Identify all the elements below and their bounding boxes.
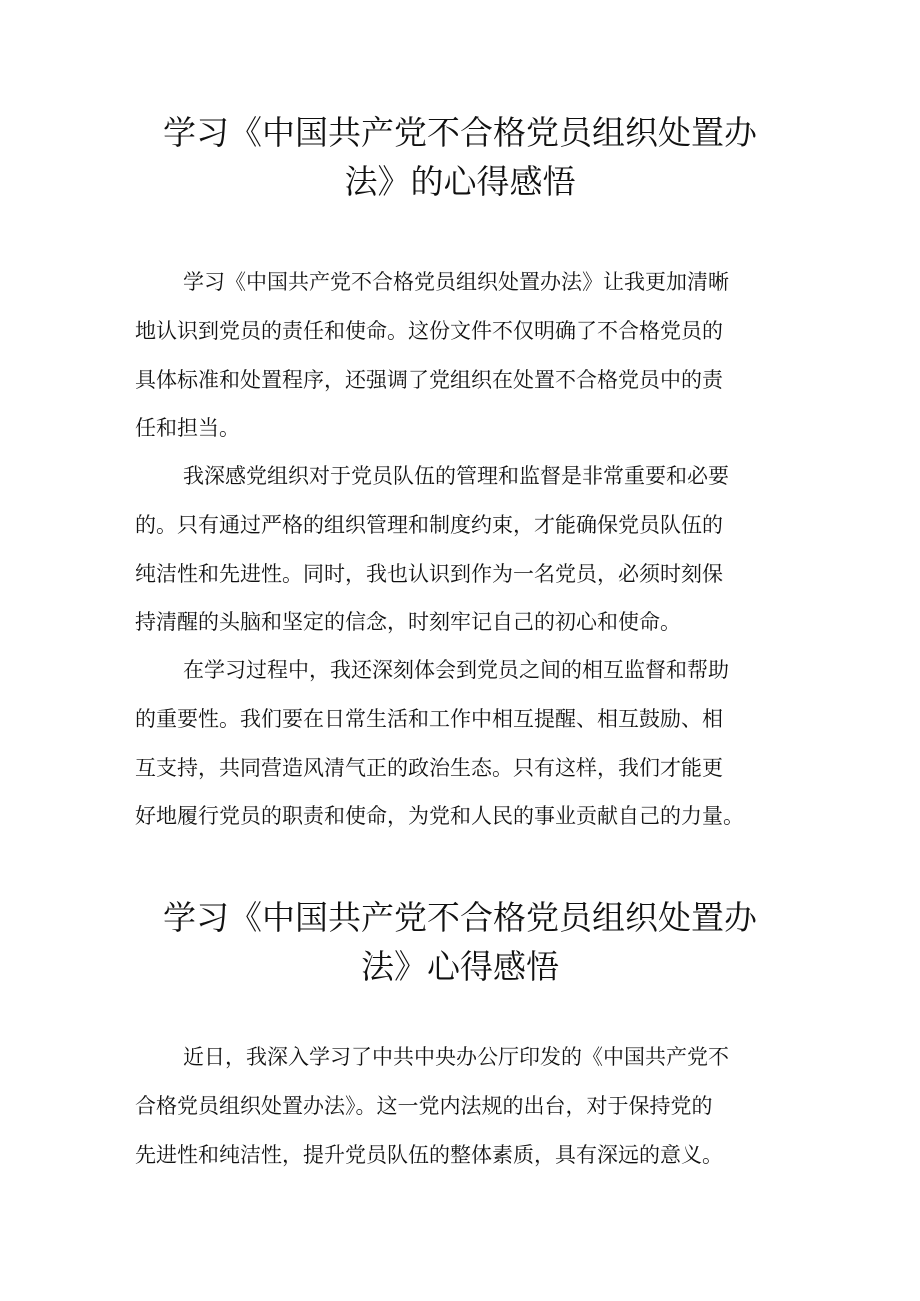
section-1-title	[135, 108, 785, 206]
paragraph-line: 持清醒的头脑和坚定的信念，时刻牢记自己的初心和使命。	[135, 610, 681, 635]
paragraph-line: 地认识到党员的责任和使命。这份文件不仅明确了不合格党员的	[135, 318, 723, 343]
paragraph-line: 合格党员组织处置办法》。这一党内法规的出台，对于保持党的	[135, 1093, 713, 1118]
section-2-title	[135, 893, 785, 991]
paragraph-line: 的。只有通过严格的组织管理和制度约束，才能确保党员队伍的	[135, 512, 723, 537]
section-1-paragraph-2	[135, 452, 787, 647]
paragraph-line: 好地履行党员的职责和使命，为党和人民的事业贡献自己的力量。	[135, 804, 744, 829]
title-line: 学习《中国共产党不合格党员组织处置办	[163, 113, 757, 152]
paragraph-line: 的重要性。我们要在日常生活和工作中相互提醒、相互鼓励、相	[135, 706, 723, 731]
paragraph-line: 近日，我深入学习了中共中央办公厅印发的《中国共产党不	[183, 1045, 729, 1069]
paragraph-line: 任和担当。	[135, 416, 240, 441]
section-1-paragraph-1	[135, 258, 787, 453]
paragraph-line: 在学习过程中，我还深刻体会到党员之间的相互监督和帮助	[183, 658, 729, 682]
section-1-paragraph-3	[135, 646, 787, 841]
paragraph-line: 我深感党组织对于党员队伍的管理和监督是非常重要和必要	[183, 464, 729, 488]
paragraph-line: 互支持，共同营造风清气正的政治生态。只有这样，我们才能更	[135, 755, 723, 780]
paragraph-line: 先进性和纯洁性，提升党员队伍的整体素质，具有深远的意义。	[135, 1142, 723, 1167]
title-line: 法》的心得感悟	[344, 162, 576, 201]
paragraph-line: 学习《中国共产党不合格党员组织处置办法》让我更加清晰	[183, 270, 729, 294]
paragraph-line: 具体标准和处置程序，还强调了党组织在处置不合格党员中的责	[135, 367, 723, 392]
paragraph-line: 纯洁性和先进性。同时，我也认识到作为一名党员，必须时刻保	[135, 561, 723, 586]
title-line: 法》心得感悟	[361, 947, 559, 986]
title-line: 学习《中国共产党不合格党员组织处置办	[163, 898, 757, 937]
section-2-paragraph-1	[135, 1033, 787, 1179]
